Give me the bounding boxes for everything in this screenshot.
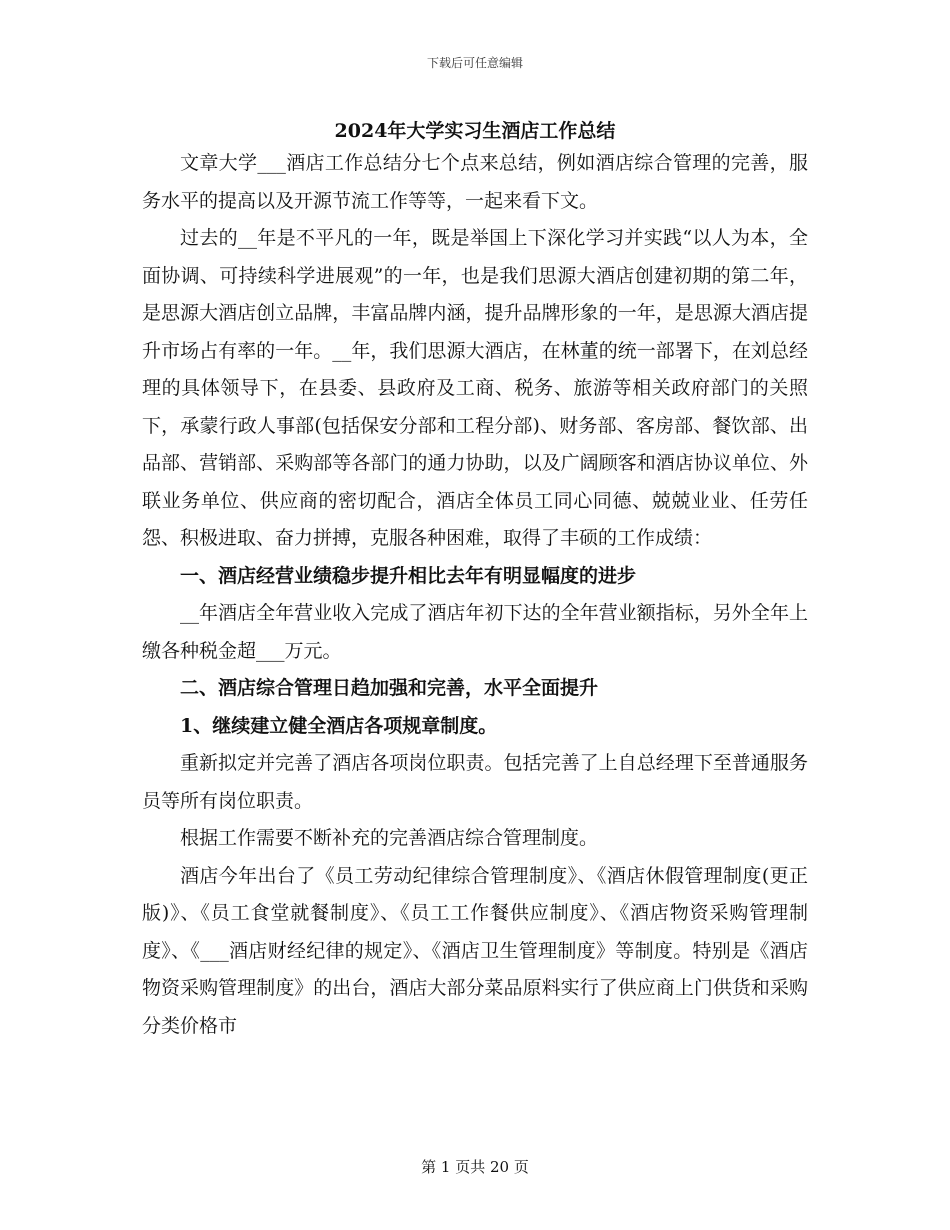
document-body <box>142 145 808 1045</box>
body-paragraph: 重新拟定并完善了酒店各项岗位职责。包括完善了上自总经理下至普通服务员等所有岗位职责。 <box>142 752 808 812</box>
document-title: 2024年大学实习生酒店工作总结 <box>334 120 616 142</box>
section-heading: 一、酒店经营业绩稳步提升相比去年有明显幅度的进步 <box>180 564 637 587</box>
body-paragraph: __年酒店全年营业收入完成了酒店年初下达的全年营业额指标，另外全年上缴各种税金超___万元。 <box>142 602 808 662</box>
subsection-heading: 1、继续建立健全酒店各项规章制度。 <box>180 714 498 737</box>
body-paragraph: 过去的__年是不平凡的一年，既是举国上下深化学习并实践“以人为本，全面协调、可持续科学进展观”的一年，也是我们思源大酒店创建初期的第二年，是思源大酒店创立品牌，丰富品牌内涵，提升品牌形象的一年，是思源大酒店提升市场占有率的一年。__年，我们思源大酒店，在林董的统一部署下，在刘总经理的具体领导下，在县委、县政府及工商、税务、旅游等相关政府部门的关照下，承蒙行政人事部(包括保安分部和工程分部)、财务部、客房部、餐饮部、出品部、营销部、采购部等各部门的通力协助，以及广阔顾客和酒店协议单位、外联业务单位、供应商的密切配合，酒店全体员工同心同德、兢兢业业、任劳任怨、积极进取、奋力拼搏，克服各种困难，取得了丰硕的工作成绩： <box>142 227 808 549</box>
page-header-note: 下载后可任意编辑 <box>426 56 523 70</box>
section-heading: 二、酒店综合管理日趋加强和完善，水平全面提升 <box>180 677 599 699</box>
intro-paragraph: 文章大学___酒店工作总结分七个点来总结，例如酒店综合管理的完善，服务水平的提高以及开源节流工作等等，一起来看下文。 <box>142 152 808 212</box>
body-paragraph: 酒店今年出台了《员工劳动纪律综合管理制度》、《酒店休假管理制度(更正版)》、《员工食堂就餐制度》、《员工工作餐供应制度》、《酒店物资采购管理制度》、《___酒店财经纪律的规定》、《酒店卫生管理制度》等制度。特别是《酒店物资采购管理制度》的出台，酒店大部分菜品原料实行了供应商上门供货和采购分类价格市 <box>142 864 808 1037</box>
page-number: 第 1 页共 20 页 <box>421 1158 529 1176</box>
body-paragraph: 根据工作需要不断补充的完善酒店综合管理制度。 <box>180 827 599 849</box>
